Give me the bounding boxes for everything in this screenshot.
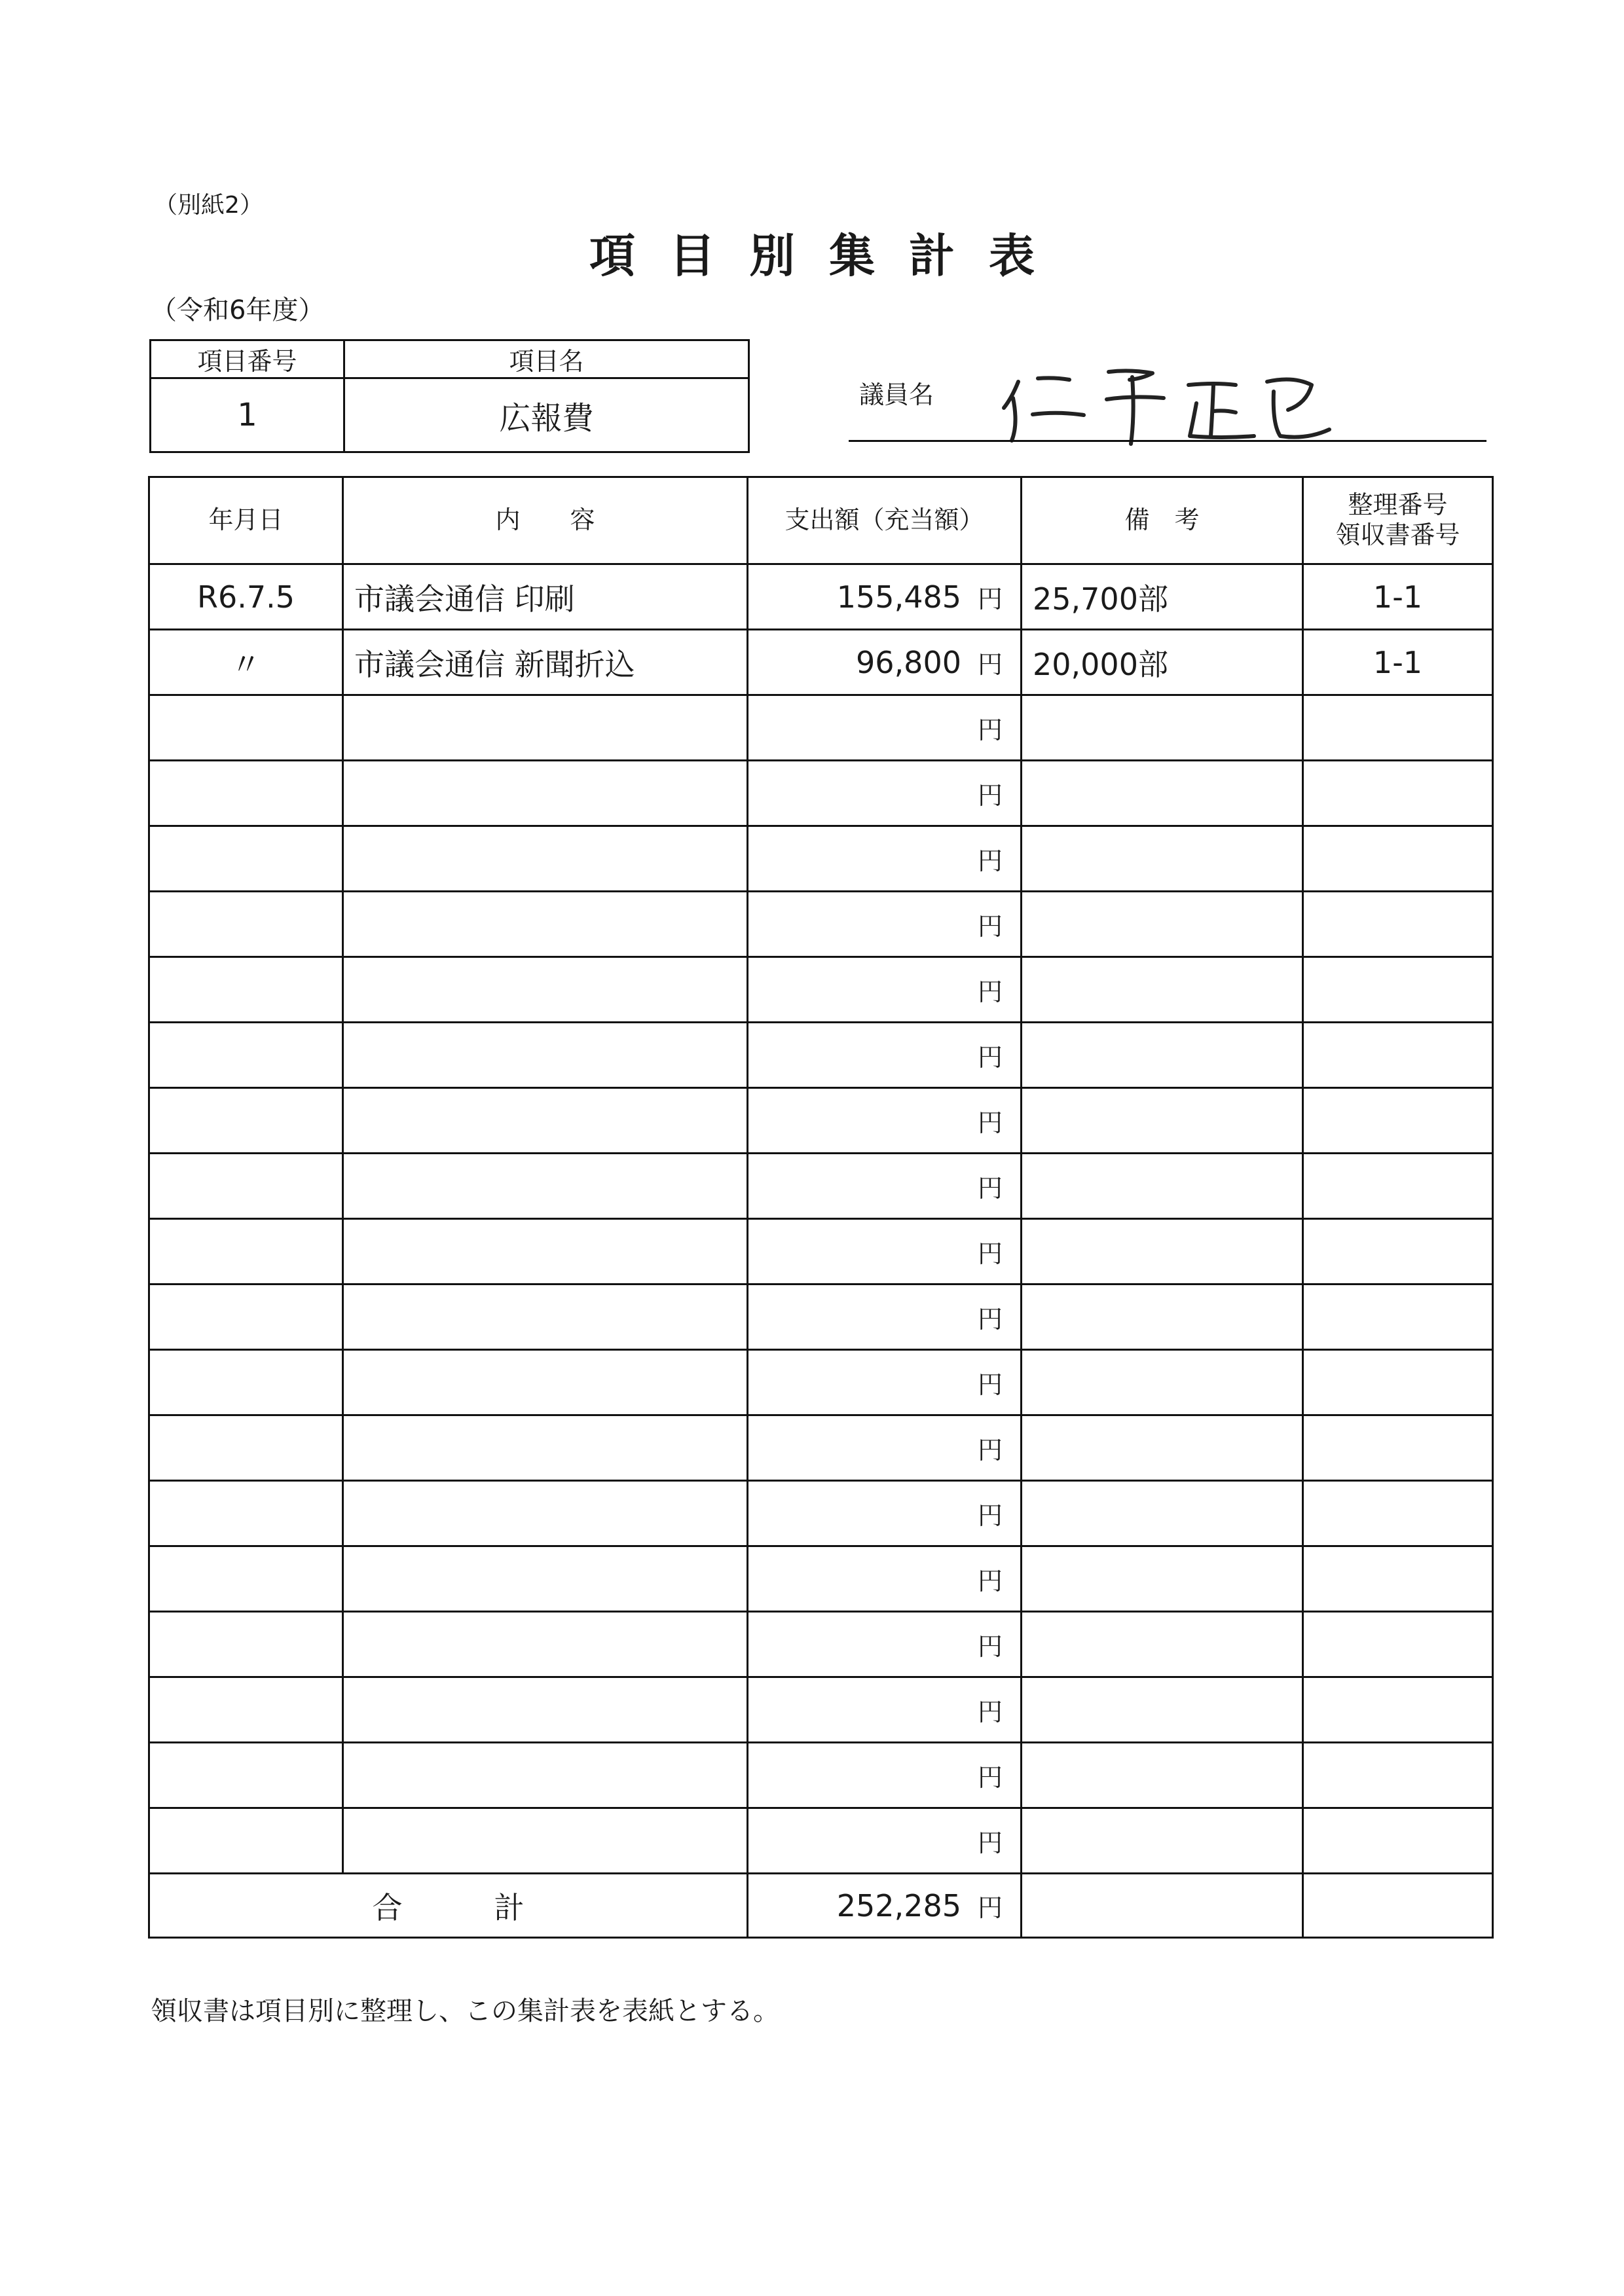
row-reference bbox=[1303, 1285, 1493, 1350]
row-remarks bbox=[1022, 1285, 1303, 1350]
date-header: 年月日 bbox=[149, 477, 343, 564]
reference-header bbox=[1303, 477, 1493, 564]
yen-unit: 円 bbox=[977, 1567, 1003, 1595]
row-date bbox=[149, 1481, 343, 1546]
row-reference: 1-1 bbox=[1303, 564, 1493, 630]
yen-unit: 円 bbox=[977, 977, 1003, 1006]
row-reference bbox=[1303, 1350, 1493, 1415]
table-row-blank bbox=[149, 1154, 1493, 1219]
row-reference bbox=[1303, 1023, 1493, 1088]
row-content bbox=[343, 1088, 748, 1154]
footnote: 領収書は項目別に整理し、この集計表を表紙とする。 bbox=[151, 1996, 779, 2026]
row-date bbox=[149, 1677, 343, 1743]
table-row-blank bbox=[149, 1088, 1493, 1154]
member-name-label: 議員名 bbox=[859, 380, 934, 409]
row-date bbox=[149, 1415, 343, 1481]
row-content bbox=[343, 1546, 748, 1612]
row-content bbox=[343, 1808, 748, 1874]
row-date bbox=[149, 1285, 343, 1350]
row-content bbox=[343, 1677, 748, 1743]
yen-unit: 円 bbox=[977, 1763, 1003, 1792]
row-reference bbox=[1303, 1808, 1493, 1874]
expense-table bbox=[148, 476, 1494, 1939]
row-content bbox=[343, 957, 748, 1023]
table-row-blank bbox=[149, 1808, 1493, 1874]
row-content bbox=[343, 892, 748, 957]
row-date bbox=[149, 1219, 343, 1285]
total-amount bbox=[748, 1874, 1022, 1938]
row-content bbox=[343, 1154, 748, 1219]
item-number-header: 項目番号 bbox=[151, 340, 344, 378]
page-title: 項目別集計表 bbox=[589, 229, 1069, 283]
table-row bbox=[149, 564, 1493, 630]
row-amount bbox=[748, 1743, 1022, 1808]
row-remarks bbox=[1022, 1154, 1303, 1219]
row-remarks bbox=[1022, 957, 1303, 1023]
yen-unit: 円 bbox=[977, 1893, 1003, 1922]
row-amount bbox=[748, 1023, 1022, 1088]
row-date bbox=[149, 1808, 343, 1874]
row-amount bbox=[748, 1154, 1022, 1219]
table-row-blank bbox=[149, 892, 1493, 957]
row-amount bbox=[748, 1350, 1022, 1415]
row-reference bbox=[1303, 1219, 1493, 1285]
annex-label: （別紙2） bbox=[154, 192, 263, 219]
row-date bbox=[149, 1743, 343, 1808]
yen-unit: 円 bbox=[977, 847, 1003, 875]
yen-unit: 円 bbox=[977, 912, 1003, 941]
remarks-header: 備 考 bbox=[1022, 477, 1303, 564]
yen-unit: 円 bbox=[977, 716, 1003, 744]
row-date bbox=[149, 761, 343, 826]
row-remarks: 20,000部 bbox=[1022, 630, 1303, 695]
row-date bbox=[149, 1088, 343, 1154]
table-row-blank bbox=[149, 1415, 1493, 1481]
total-row bbox=[149, 1874, 1493, 1938]
table-row-blank bbox=[149, 1219, 1493, 1285]
item-name-header: 項目名 bbox=[344, 340, 749, 378]
yen-unit: 円 bbox=[977, 1174, 1003, 1203]
row-content bbox=[343, 826, 748, 892]
row-reference bbox=[1303, 1677, 1493, 1743]
row-date bbox=[149, 957, 343, 1023]
table-row bbox=[149, 630, 1493, 695]
row-amount bbox=[748, 892, 1022, 957]
row-amount bbox=[748, 761, 1022, 826]
row-remarks bbox=[1022, 1612, 1303, 1677]
fiscal-year: （令和6年度） bbox=[151, 295, 325, 325]
item-table bbox=[149, 339, 750, 453]
table-row-blank bbox=[149, 1481, 1493, 1546]
table-row-blank bbox=[149, 1546, 1493, 1612]
row-remarks bbox=[1022, 1219, 1303, 1285]
amount-header: 支出額（充当額） bbox=[748, 477, 1022, 564]
row-remarks bbox=[1022, 1743, 1303, 1808]
yen-unit: 円 bbox=[977, 1829, 1003, 1857]
row-content bbox=[343, 1743, 748, 1808]
row-reference bbox=[1303, 1612, 1493, 1677]
row-reference bbox=[1303, 892, 1493, 957]
reference-header-line1: 整理番号 bbox=[1348, 490, 1448, 520]
row-date bbox=[149, 1350, 343, 1415]
row-remarks bbox=[1022, 1023, 1303, 1088]
total-label: 合計 bbox=[149, 1874, 748, 1938]
yen-unit: 円 bbox=[977, 1043, 1003, 1072]
row-date bbox=[149, 1546, 343, 1612]
yen-unit: 円 bbox=[977, 781, 1003, 810]
total-remarks bbox=[1022, 1874, 1303, 1938]
row-reference bbox=[1303, 1154, 1493, 1219]
row-amount bbox=[748, 1285, 1022, 1350]
row-remarks bbox=[1022, 1088, 1303, 1154]
row-reference: 1-1 bbox=[1303, 630, 1493, 695]
yen-unit: 円 bbox=[977, 1632, 1003, 1661]
row-date bbox=[149, 1612, 343, 1677]
table-row-blank bbox=[149, 957, 1493, 1023]
item-number: 1 bbox=[151, 378, 344, 452]
row-remarks bbox=[1022, 892, 1303, 957]
row-amount bbox=[748, 695, 1022, 761]
row-amount bbox=[748, 1808, 1022, 1874]
row-remarks bbox=[1022, 761, 1303, 826]
row-date bbox=[149, 695, 343, 761]
row-remarks bbox=[1022, 1808, 1303, 1874]
member-signature bbox=[992, 352, 1339, 450]
row-content bbox=[343, 1350, 748, 1415]
row-content bbox=[343, 695, 748, 761]
row-remarks bbox=[1022, 1481, 1303, 1546]
row-content: 市議会通信 新聞折込 bbox=[343, 630, 748, 695]
row-remarks bbox=[1022, 695, 1303, 761]
total-amount-value: 252,285 bbox=[836, 1888, 961, 1923]
table-row-blank bbox=[149, 1743, 1493, 1808]
row-date bbox=[149, 892, 343, 957]
row-reference bbox=[1303, 826, 1493, 892]
yen-unit: 円 bbox=[977, 1436, 1003, 1465]
row-content: 市議会通信 印刷 bbox=[343, 564, 748, 630]
row-content bbox=[343, 1612, 748, 1677]
table-row-blank bbox=[149, 1612, 1493, 1677]
table-row-blank bbox=[149, 1285, 1493, 1350]
row-remarks bbox=[1022, 1415, 1303, 1481]
row-reference bbox=[1303, 1546, 1493, 1612]
yen-unit: 円 bbox=[977, 1698, 1003, 1726]
yen-unit: 円 bbox=[977, 650, 1003, 679]
row-content bbox=[343, 1481, 748, 1546]
table-row-blank bbox=[149, 761, 1493, 826]
table-row-blank bbox=[149, 695, 1493, 761]
row-amount bbox=[748, 1612, 1022, 1677]
row-reference bbox=[1303, 1415, 1493, 1481]
row-amount bbox=[748, 1415, 1022, 1481]
row-amount bbox=[748, 630, 1022, 695]
row-amount bbox=[748, 1088, 1022, 1154]
row-amount bbox=[748, 1481, 1022, 1546]
item-name: 広報費 bbox=[344, 378, 749, 452]
row-amount bbox=[748, 1546, 1022, 1612]
row-date bbox=[149, 826, 343, 892]
content-header: 内 容 bbox=[343, 477, 748, 564]
row-amount-value: 96,800 bbox=[856, 645, 961, 680]
yen-unit: 円 bbox=[977, 1108, 1003, 1137]
row-remarks bbox=[1022, 1677, 1303, 1743]
row-content bbox=[343, 1023, 748, 1088]
row-reference bbox=[1303, 1481, 1493, 1546]
row-amount-value: 155,485 bbox=[836, 579, 961, 615]
total-reference bbox=[1303, 1874, 1493, 1938]
row-amount bbox=[748, 564, 1022, 630]
table-row-blank bbox=[149, 1350, 1493, 1415]
row-amount bbox=[748, 826, 1022, 892]
row-amount bbox=[748, 1219, 1022, 1285]
row-date: 〃 bbox=[149, 630, 343, 695]
yen-unit: 円 bbox=[977, 1370, 1003, 1399]
reference-header-line2: 領収書番号 bbox=[1335, 520, 1460, 549]
row-reference bbox=[1303, 1088, 1493, 1154]
row-content bbox=[343, 761, 748, 826]
yen-unit: 円 bbox=[977, 1501, 1003, 1530]
row-date bbox=[149, 1023, 343, 1088]
row-reference bbox=[1303, 957, 1493, 1023]
row-reference bbox=[1303, 695, 1493, 761]
table-row-blank bbox=[149, 1023, 1493, 1088]
row-date: R6.7.5 bbox=[149, 564, 343, 630]
row-remarks bbox=[1022, 1350, 1303, 1415]
row-date bbox=[149, 1154, 343, 1219]
yen-unit: 円 bbox=[977, 1305, 1003, 1334]
row-content bbox=[343, 1285, 748, 1350]
yen-unit: 円 bbox=[977, 1239, 1003, 1268]
table-row-blank bbox=[149, 1677, 1493, 1743]
table-row-blank bbox=[149, 826, 1493, 892]
row-reference bbox=[1303, 1743, 1493, 1808]
row-remarks: 25,700部 bbox=[1022, 564, 1303, 630]
row-amount bbox=[748, 957, 1022, 1023]
row-amount bbox=[748, 1677, 1022, 1743]
row-remarks bbox=[1022, 826, 1303, 892]
yen-unit: 円 bbox=[977, 585, 1003, 613]
row-remarks bbox=[1022, 1546, 1303, 1612]
member-name-underline bbox=[849, 440, 1486, 442]
row-content bbox=[343, 1219, 748, 1285]
row-reference bbox=[1303, 761, 1493, 826]
row-content bbox=[343, 1415, 748, 1481]
